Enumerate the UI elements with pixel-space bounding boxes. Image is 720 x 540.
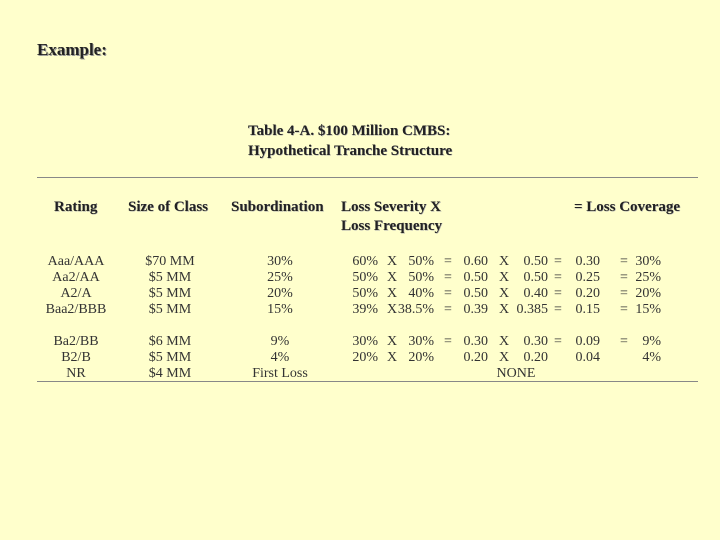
cell-freq: 20% — [408, 350, 434, 365]
header-loss-frequency: Loss Frequency — [341, 218, 442, 234]
cell-eq3: = — [620, 334, 628, 349]
cell-x1: X — [386, 286, 398, 301]
cell-eq1: = — [444, 334, 452, 349]
cell-rating: Ba2/BB — [53, 334, 99, 349]
cell-cov: 20% — [635, 286, 661, 301]
cell-sub: 9% — [270, 334, 290, 349]
cell-cov: 25% — [635, 270, 661, 285]
table-title-line1: Table 4-A. $100 Million CMBS: — [248, 123, 451, 139]
header-loss-coverage: = Loss Coverage — [574, 199, 681, 215]
cell-eq1: = — [444, 254, 452, 269]
cell-size: $5 MM — [148, 302, 192, 317]
cell-prod: 0.20 — [575, 286, 600, 301]
cell-sevd: 0.20 — [463, 350, 488, 365]
cell-cov: 4% — [642, 350, 661, 365]
cell-cov: 30% — [635, 254, 661, 269]
cell-rating: NR — [66, 366, 86, 381]
cell-x1: X — [386, 350, 398, 365]
cell-x2: X — [498, 334, 510, 349]
cell-x2: X — [498, 254, 510, 269]
cell-size: $5 MM — [148, 270, 192, 285]
cell-sev: 30% — [352, 334, 378, 349]
cell-x2: X — [498, 286, 510, 301]
cell-prod: 0.15 — [575, 302, 600, 317]
cell-freqd: 0.50 — [523, 270, 548, 285]
cell-sub: 4% — [270, 350, 290, 365]
header-size-of-class: Size of Class — [128, 199, 208, 215]
cell-freqd: 0.20 — [523, 350, 548, 365]
cell-sub: First Loss — [252, 366, 308, 381]
cell-x2: X — [498, 350, 510, 365]
cell-x1: X — [386, 334, 398, 349]
table-title-line2: Hypothetical Tranche Structure — [248, 143, 453, 159]
cell-size: $4 MM — [148, 366, 192, 381]
cell-prod: 0.30 — [575, 254, 600, 269]
cell-eq2: = — [554, 302, 562, 317]
cell-sub: 20% — [267, 286, 293, 301]
header-subordination: Subordination — [231, 199, 324, 215]
cell-sev: 60% — [352, 254, 378, 269]
cell-freqd: 0.50 — [523, 254, 548, 269]
cell-sev: 50% — [352, 270, 378, 285]
cell-x1: X — [386, 270, 398, 285]
cell-size: $5 MM — [148, 350, 192, 365]
cell-eq2: = — [554, 270, 562, 285]
cell-note: NONE — [496, 366, 536, 381]
example-heading: Example: — [37, 40, 107, 59]
cell-sevd: 0.50 — [463, 270, 488, 285]
cell-freq: 30% — [408, 334, 434, 349]
cell-sevd: 0.39 — [463, 302, 488, 317]
cell-size: $70 MM — [145, 254, 195, 269]
cell-prod: 0.04 — [575, 350, 600, 365]
header-rating: Rating — [54, 199, 98, 215]
cell-freq: 50% — [408, 254, 434, 269]
cell-x1: X — [386, 254, 398, 269]
cell-rating: A2/A — [60, 286, 92, 301]
cell-eq1: = — [444, 286, 452, 301]
cell-eq3: = — [620, 286, 628, 301]
table-bottom-rule — [37, 381, 698, 382]
cell-eq1: = — [444, 302, 452, 317]
cell-x2: X — [498, 302, 510, 317]
cell-freq: 38.5% — [397, 302, 434, 317]
cell-sub: 25% — [267, 270, 293, 285]
cell-eq2: = — [554, 334, 562, 349]
cell-rating: Aa2/AA — [52, 270, 100, 285]
cell-sevd: 0.50 — [463, 286, 488, 301]
cell-rating: B2/B — [61, 350, 91, 365]
cell-x2: X — [498, 270, 510, 285]
cell-freqd: 0.40 — [523, 286, 548, 301]
cell-sevd: 0.60 — [463, 254, 488, 269]
cell-cov: 15% — [635, 302, 661, 317]
cell-cov: 9% — [642, 334, 661, 349]
cell-sub: 30% — [267, 254, 293, 269]
cell-prod: 0.09 — [575, 334, 600, 349]
cell-eq2: = — [554, 254, 562, 269]
cell-sev: 39% — [352, 302, 378, 317]
cell-freqd: 0.385 — [516, 302, 548, 317]
cell-freqd: 0.30 — [523, 334, 548, 349]
cell-eq3: = — [620, 270, 628, 285]
table-title — [248, 121, 452, 161]
cell-prod: 0.25 — [575, 270, 600, 285]
cell-eq3: = — [620, 302, 628, 317]
cell-size: $6 MM — [148, 334, 192, 349]
cell-freq: 50% — [408, 270, 434, 285]
header-loss-severity: Loss Severity X — [341, 199, 441, 215]
cell-x1: X — [386, 302, 398, 317]
cell-sev: 20% — [352, 350, 378, 365]
cell-eq3: = — [620, 254, 628, 269]
cell-rating: Aaa/AAA — [47, 254, 105, 269]
cell-eq1: = — [444, 270, 452, 285]
cell-sevd: 0.30 — [463, 334, 488, 349]
cell-freq: 40% — [408, 286, 434, 301]
cell-eq2: = — [554, 286, 562, 301]
header-loss — [341, 198, 442, 236]
cell-sev: 50% — [352, 286, 378, 301]
cell-size: $5 MM — [148, 286, 192, 301]
cell-sub: 15% — [267, 302, 293, 317]
table-top-rule — [37, 177, 698, 178]
cell-rating: Baa2/BBB — [45, 302, 107, 317]
